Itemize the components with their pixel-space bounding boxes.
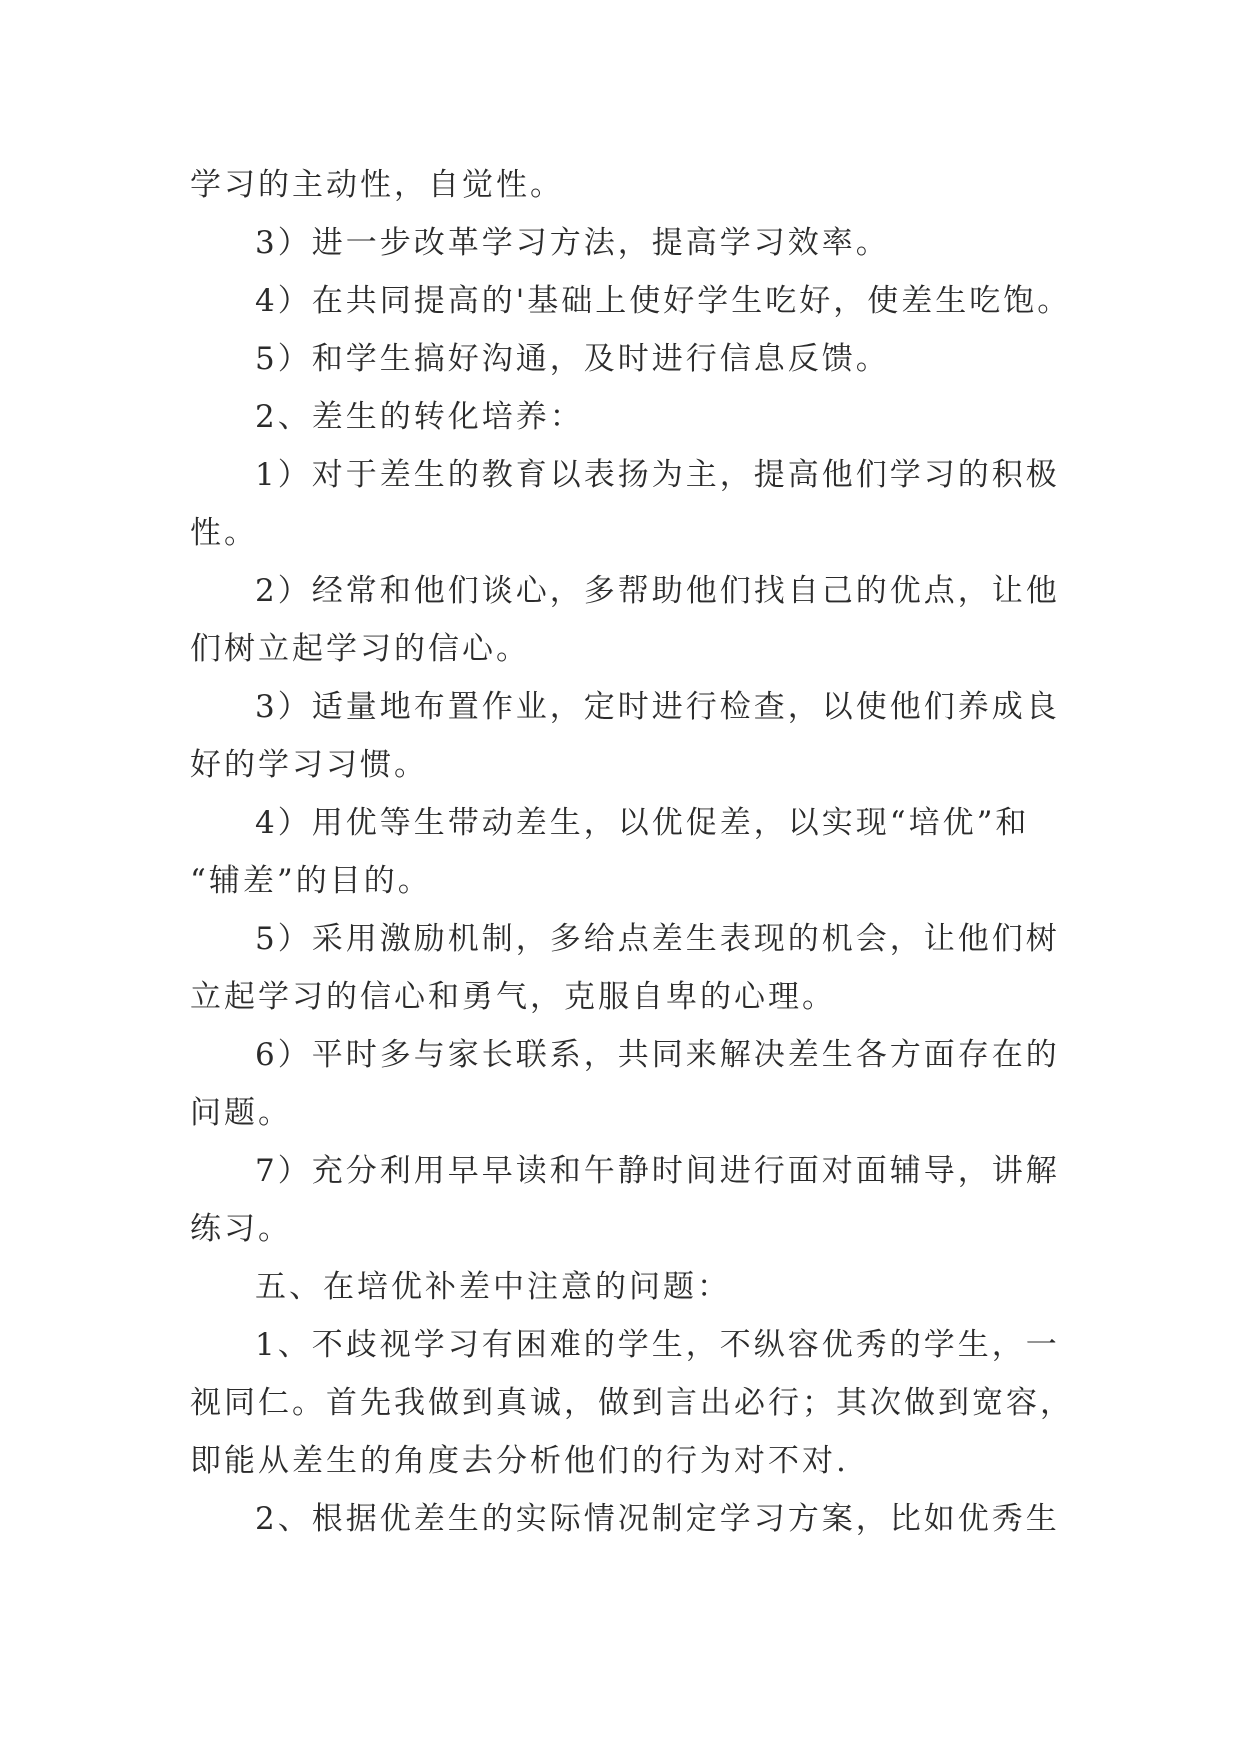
text-line: 6）平时多与家长联系，共同来解决差生各方面存在的 (255, 1037, 1060, 1073)
text-line: 立起学习的信心和勇气，克服自卑的心理。 (190, 979, 836, 1015)
text-line: 2、根据优差生的实际情况制定学习方案，比如优秀生 (255, 1501, 1060, 1537)
text-line: 4）用优等生带动差生，以优促差，以实现“培优”和 (255, 805, 1030, 841)
text-line: 练习。 (190, 1211, 292, 1247)
text-line: 3）进一步改革学习方法，提高学习效率。 (255, 225, 890, 261)
text-line: 2）经常和他们谈心，多帮助他们找自己的优点，让他 (255, 573, 1060, 609)
text-line: 5）和学生搞好沟通，及时进行信息反馈。 (255, 341, 890, 377)
text-line: 1、不歧视学习有困难的学生，不纵容优秀的学生，一 (255, 1327, 1060, 1363)
text-line: 问题。 (190, 1095, 292, 1131)
text-line: 5）采用激励机制，多给点差生表现的机会，让他们树 (255, 921, 1060, 957)
text-line: “辅差”的目的。 (190, 863, 432, 899)
section-heading: 2、差生的转化培养： (255, 399, 584, 435)
text-line: 1）对于差生的教育以表扬为主，提高他们学习的积极 (255, 457, 1060, 493)
text-line: 们树立起学习的信心。 (190, 631, 530, 667)
text-line: 即能从差生的角度去分析他们的行为对不对. (190, 1443, 849, 1479)
text-line: 学习的主动性，自觉性。 (190, 167, 564, 203)
text-line: 视同仁。首先我做到真诚，做到言出必行；其次做到宽容， (190, 1385, 1074, 1421)
text-line: 好的学习习惯。 (190, 747, 428, 783)
text-line: 3）适量地布置作业，定时进行检查，以使他们养成良 (255, 689, 1060, 725)
text-line: 7）充分利用早早读和午静时间进行面对面辅导，讲解 (255, 1153, 1060, 1189)
text-line: 4）在共同提高的'基础上使好学生吃好，使差生吃饱。 (255, 283, 1072, 319)
body-text (190, 156, 1074, 1548)
section-heading: 五、在培优补差中注意的问题： (255, 1269, 731, 1305)
text-line: 性。 (190, 515, 258, 551)
